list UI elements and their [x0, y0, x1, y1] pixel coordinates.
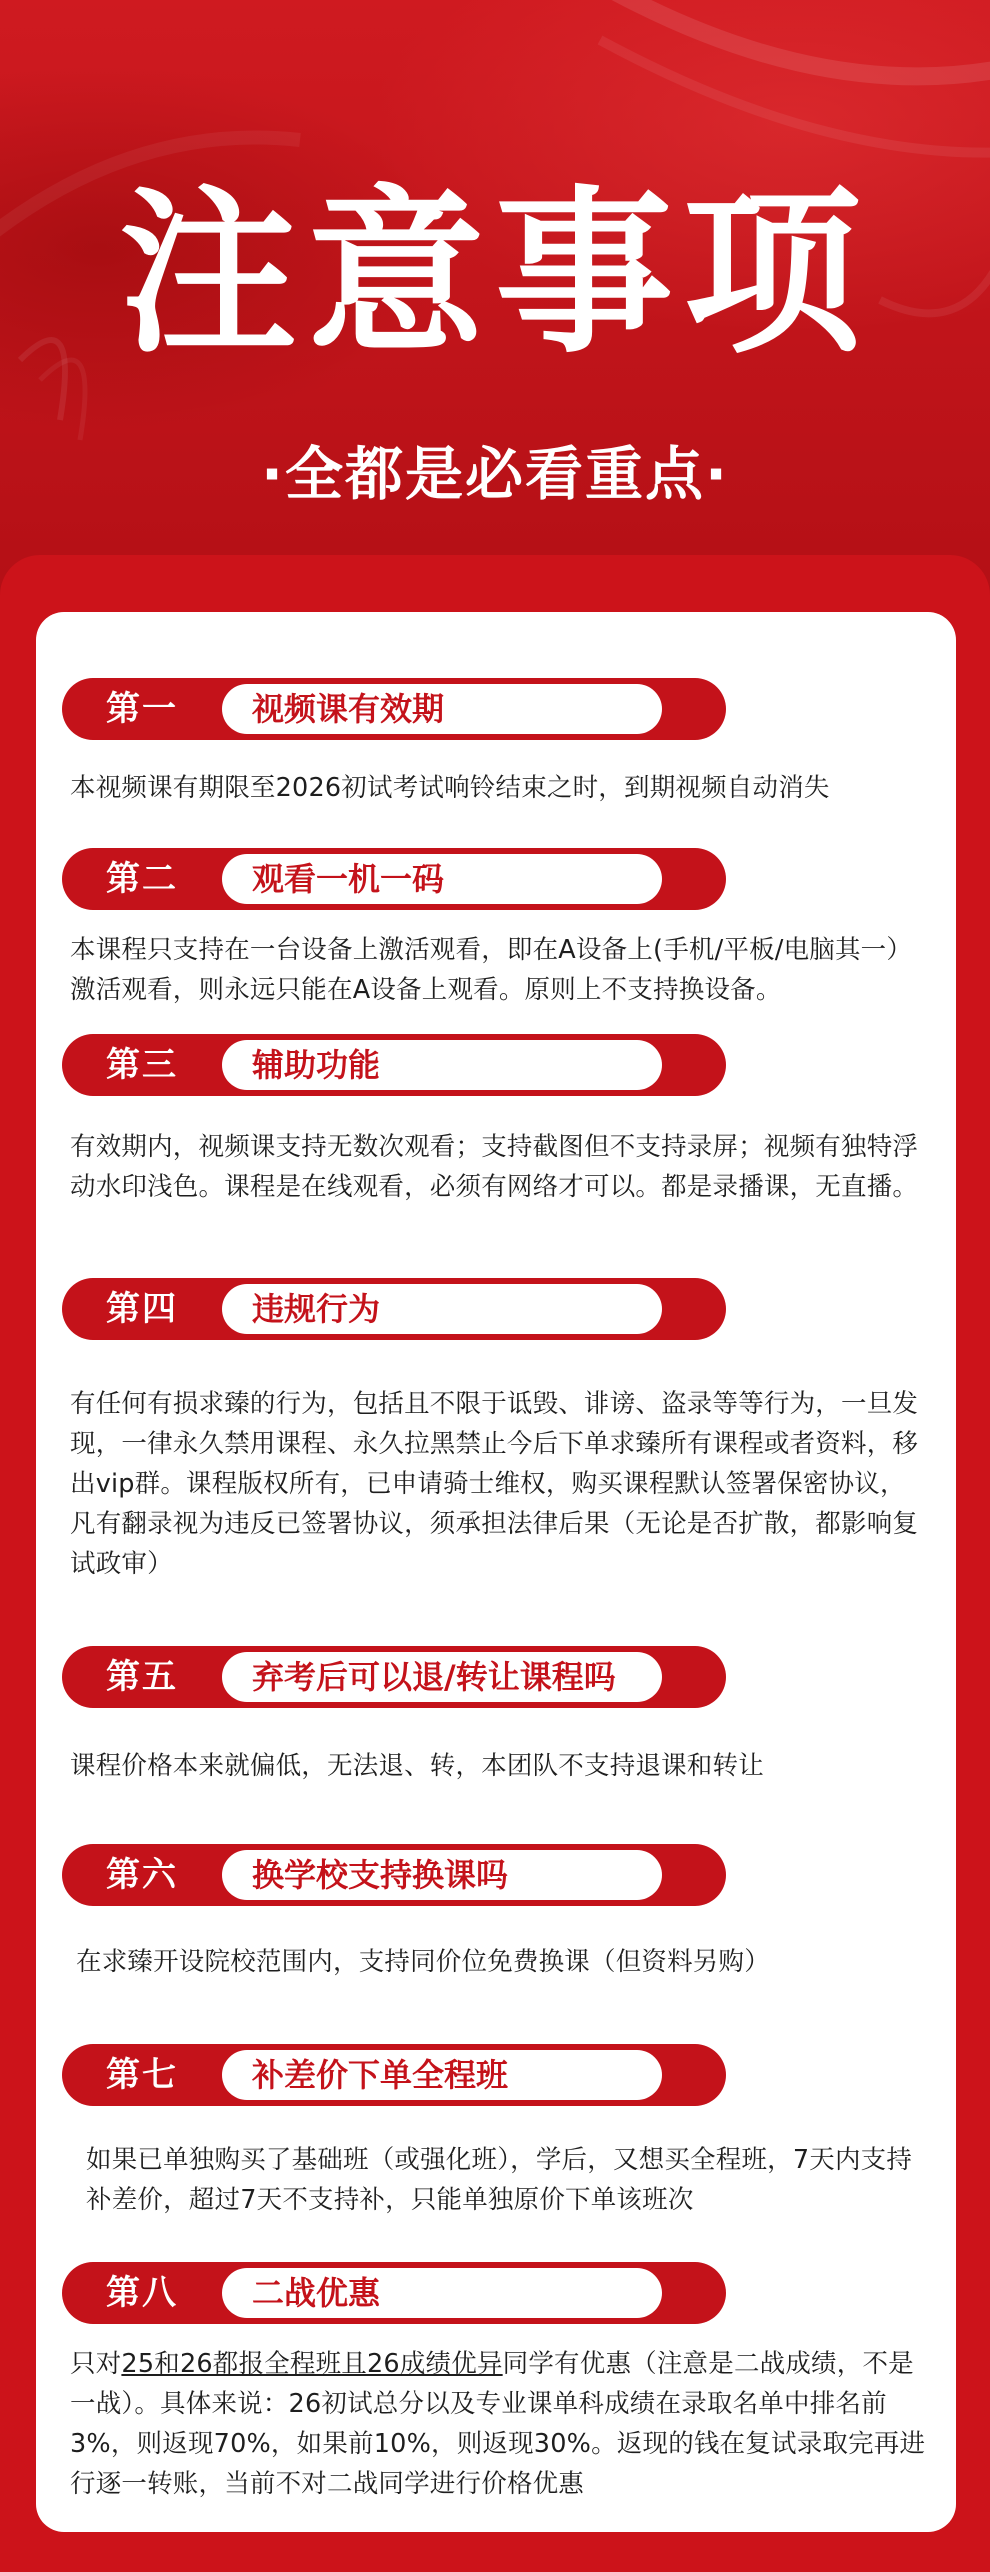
section-body: 有效期内，视频课支持无数次观看；支持截图但不支持录屏；视频有独特浮动水印浅色。课程是在线观看，必须有网络才可以。都是录播课，无直播。 — [70, 1132, 919, 1202]
section-number: 第六 — [106, 1855, 178, 1895]
page-title: 注意事项 — [119, 170, 871, 377]
section-header — [62, 1034, 726, 1096]
section-title: 弃考后可以退/转让课程吗 — [222, 1652, 662, 1702]
section-body: 有任何有损求臻的行为，包括且不限于诋毁、诽谤、盗录等等行为，一旦发现，一律永久禁用课程、永久拉黑禁止今后下单求臻所有课程或者资料，移出vip群。课程版权所有，已申请骑士维权，购买课程默认签署保密协议，凡有翻录视为违反已签署协议，须承担法律后果（无论是否扩散，都影响复试政审） — [70, 1389, 919, 1579]
hero-banner — [0, 0, 990, 620]
body-highlight: 25和26都报全程班且26成绩优异 — [121, 2349, 503, 2379]
section-number: 第五 — [106, 1657, 178, 1697]
section-title: 辅助功能 — [222, 1040, 662, 1090]
section-number: 第三 — [106, 1045, 178, 1085]
section-title: 视频课有效期 — [222, 684, 662, 734]
section-header — [62, 2044, 726, 2106]
section-title: 换学校支持换课吗 — [222, 1850, 662, 1900]
section-body: 本课程只支持在一台设备上激活观看，即在A设备上(手机/平板/电脑其一）激活观看，则永远只能在A设备上观看。原则上不支持换设备。 — [70, 935, 913, 1005]
body-rest: 同学有优惠（注意是二战成绩，不是一战）。具体来说：26初试总分以及专业课单科成绩在录取名单中排名前3%，则返现70%，如果前10%，则返现30%。返现的钱在复试录取完再进行逐一转账，当前不对二战同学进行价格优惠 — [70, 2349, 926, 2499]
section-number: 第四 — [106, 1289, 178, 1329]
section-title: 违规行为 — [222, 1284, 662, 1334]
section-header — [62, 848, 726, 910]
section-title: 二战优惠 — [222, 2268, 662, 2318]
page-subtitle: ·全都是必看重点· — [260, 440, 730, 508]
section-number: 第一 — [106, 689, 178, 729]
section-header — [62, 2262, 726, 2324]
section-header — [62, 1278, 726, 1340]
body-prefix: 只对 — [70, 2349, 122, 2379]
section-body: 本视频课有期限至2026初试考试响铃结束之时，到期视频自动消失 — [70, 773, 830, 803]
section-body: 课程价格本来就偏低，无法退、转，本团队不支持退课和转让 — [70, 1751, 764, 1781]
section-body: 在求臻开设院校范围内，支持同价位免费换课（但资料另购） — [76, 1947, 770, 1977]
section-number: 第七 — [106, 2055, 178, 2095]
section-header — [62, 1646, 726, 1708]
section-header — [62, 678, 726, 740]
section-number: 第八 — [106, 2273, 178, 2313]
notice-card — [36, 612, 956, 2532]
section-body: 如果已单独购买了基础班（或强化班），学后，又想买全程班，7天内支持补差价，超过7天不支持补，只能单独原价下单该班次 — [86, 2145, 913, 2215]
section-title: 观看一机一码 — [222, 854, 662, 904]
section-body — [70, 2344, 930, 2504]
section-title: 补差价下单全程班 — [222, 2050, 662, 2100]
section-number: 第二 — [106, 859, 178, 899]
section-header — [62, 1844, 726, 1906]
